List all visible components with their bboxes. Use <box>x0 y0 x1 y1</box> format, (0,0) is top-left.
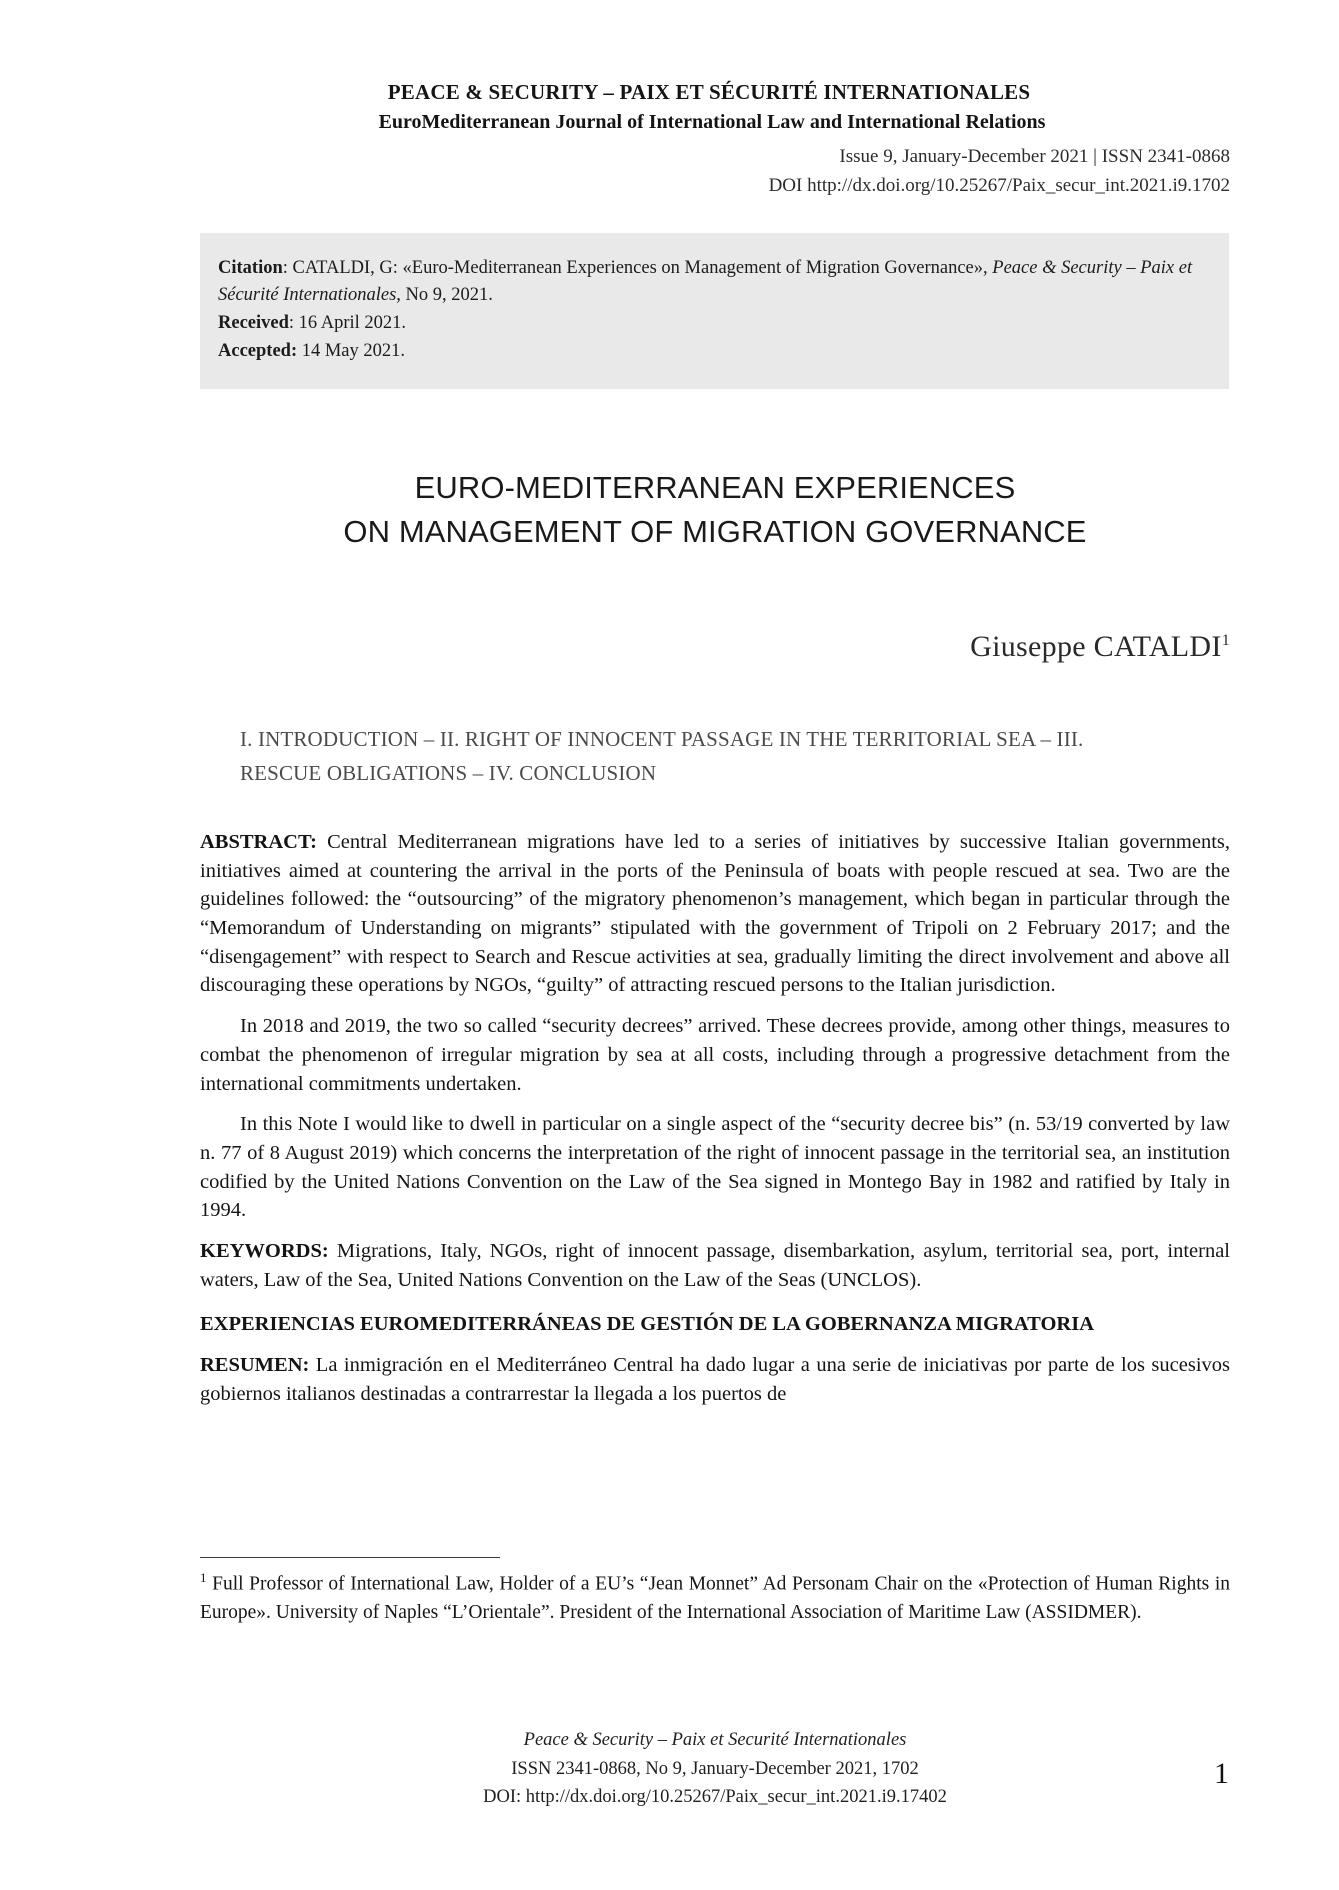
article-body <box>200 828 1230 1411</box>
journal-title: PEACE & SECURITY – PAIX ET SÉCURITÉ INTERNATIONALES <box>387 80 1031 104</box>
resumen-text: La inmigración en el Mediterráneo Central ha dado lugar a una serie de iniciativas por parte de los sucesivos gobiernos italianos destinadas a contrarrestar la llegada a los puertos de <box>200 1354 1230 1406</box>
accepted-label: Accepted: <box>218 340 298 361</box>
citation-text-part-1: : CATALDI, G: «Euro-Mediterranean Experiences on Management of Migration Governance», <box>282 258 993 278</box>
spanish-heading: EXPERIENCIAS EUROMEDITERRÁNEAS DE GESTIÓN DE LA GOBERNANZA MIGRATORIA <box>200 1313 1094 1336</box>
masthead <box>200 78 1230 200</box>
abstract-text-1: Central Mediterranean migrations have led to a series of initiatives by successive Italian governments, initiatives aimed at countering the arrival in the ports of the Peninsula of boats with people rescued at sea. Two are the guidelines followed: the “outsourcing” of the migratory phenomenon’s management, which began in particular through the “Memorandum of Understanding on migrants” stipulated with the government of Tripoli on 2 February 2017; and the “disengagement” with respect to Search and Rescue activities at sea, gradually limiting the direct involvement and above all discouraging these operations by NGOs, “guilty” of attracting rescued persons to the Italian jurisdiction. <box>200 831 1230 997</box>
received-line <box>218 310 1211 338</box>
doi-line: DOI http://dx.doi.org/10.25267/Paix_secur_int.2021.i9.1702 <box>768 174 1230 196</box>
article-title-line-1: EURO-MEDITERRANEAN EXPERIENCES <box>414 470 1016 505</box>
citation-label: Citation <box>218 258 283 278</box>
page-number: 1 <box>1214 1757 1229 1790</box>
footnote-marker: 1 <box>200 1570 207 1585</box>
footer-issn-line: ISSN 2341-0868, No 9, January-December 2021, 1702 <box>511 1758 919 1779</box>
citation-box <box>200 233 1229 389</box>
table-of-contents: I. INTRODUCTION – II. RIGHT OF INNOCENT PASSAGE IN THE TERRITORIAL SEA – III. RESCUE OBLIGATIONS – IV. CONCLUSION <box>240 727 1084 786</box>
resumen-paragraph <box>200 1351 1230 1408</box>
page-footer <box>200 1726 1230 1812</box>
footnote <box>200 1568 1230 1628</box>
article-title-line-2: ON MANAGEMENT OF MIGRATION GOVERNANCE <box>343 514 1087 550</box>
citation-journal-italic: Peace & Security – Paix et Sécurité Internationales <box>218 258 1193 306</box>
accepted-value: 14 May 2021. <box>297 340 406 361</box>
abstract-label: ABSTRACT: <box>200 831 317 853</box>
author-byline <box>200 630 1230 664</box>
issue-line: Issue 9, January-December 2021 | ISSN 2341-0868 <box>839 146 1230 168</box>
citation-line <box>218 255 1211 310</box>
journal-subtitle: EuroMediterranean Journal of International Law and International Relations <box>378 111 1046 134</box>
keywords-text: Migrations, Italy, NGOs, right of innocent passage, disembarkation, asylum, territorial sea, port, internal waters, Law of the Sea, United Nations Convention on the Law of the Seas (UNCLOS). <box>200 1239 1230 1291</box>
author-name: Giuseppe CATALDI <box>970 630 1222 663</box>
abstract-paragraph-3: In this Note I would like to dwell in particular on a single aspect of the “security decree bis” (n. 53/19 converted by law n. 77 of 8 August 2019) which concerns the interpretation of the right of innocent passage in the territorial sea, an institution codified by the United Nations Convention on the Law of the Sea signed in Montego Bay in 1982 and ratified by Italy in 1994. <box>200 1113 1230 1222</box>
author-footnote-marker: 1 <box>1221 632 1230 649</box>
footer-doi-line: DOI: http://dx.doi.org/10.25267/Paix_secur_int.2021.i9.17402 <box>483 1787 947 1808</box>
abstract-paragraph-1 <box>200 828 1230 1000</box>
citation-text-part-2: , No 9, 2021. <box>396 285 493 306</box>
article-title <box>200 466 1230 554</box>
footnote-separator <box>200 1557 500 1558</box>
keywords-label: KEYWORDS: <box>200 1239 329 1262</box>
resumen-label: RESUMEN: <box>200 1354 310 1377</box>
received-label: Received <box>218 312 289 333</box>
received-value: : 16 April 2021. <box>288 312 407 333</box>
footnote-text: Full Professor of International Law, Holder of a EU’s “Jean Monnet” Ad Personam Chair on the «Protection of Human Rights in Europe». University of Naples “L’Orientale”. President of the International Association of Maritime Law (ASSIDMER). <box>200 1573 1230 1624</box>
footer-journal-name: Peace & Security – Paix et Securité Internationales <box>523 1730 907 1750</box>
accepted-line <box>218 338 1211 366</box>
abstract-paragraph-2: In 2018 and 2019, the two so called “security decrees” arrived. These decrees provide, among other things, measures to combat the phenomenon of irregular migration by sea at all costs, including through a progressive detachment from the international commitments undertaken. <box>200 1015 1230 1095</box>
keywords-paragraph <box>200 1237 1230 1294</box>
